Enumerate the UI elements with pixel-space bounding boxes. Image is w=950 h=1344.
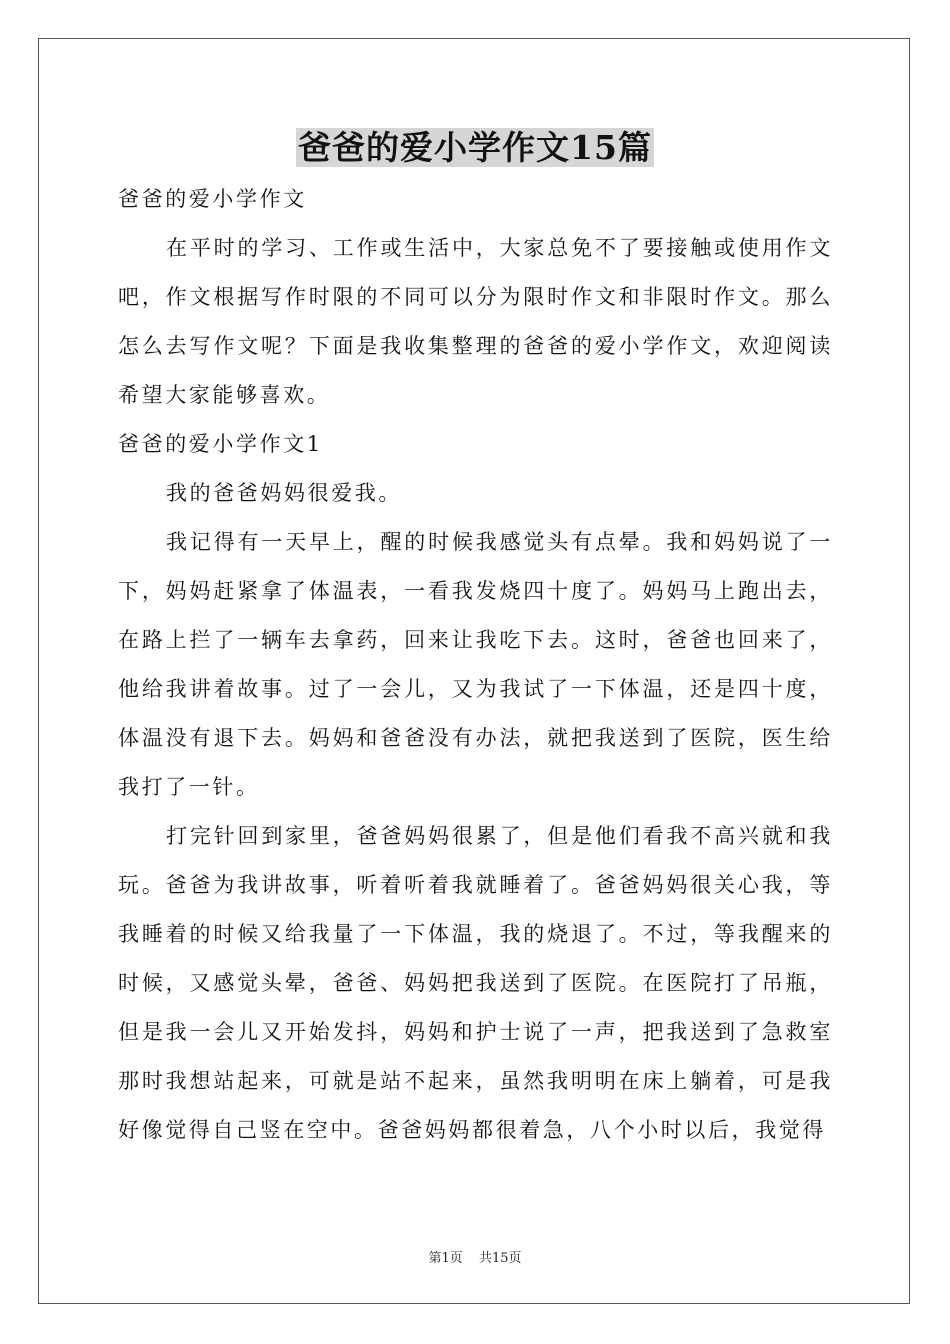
section-heading-intro: 爸爸的爱小学作文: [118, 187, 307, 211]
page-footer: [0, 1247, 950, 1266]
intro-paragraph: 在平时的学习、工作或生活中，大家总免不了要接触或使用作文吧，作文根据写作时限的不同可以分为限时作文和非限时作文。那么怎么去写作文呢？下面是我收集整理的爸爸的爱小学作文，欢迎阅读希望大家能够喜欢。: [118, 236, 833, 407]
page-number-total: 共15页: [478, 1251, 522, 1266]
document-title: 爸爸的爱小学作文15篇: [298, 128, 652, 167]
document-body: [118, 175, 833, 1155]
page-number-current: 第1页: [428, 1251, 463, 1266]
paragraph-3: 打完针回到家里，爸爸妈妈很累了，但是他们看我不高兴就和我玩。爸爸为我讲故事，听着听着我就睡着了。爸爸妈妈很关心我，等我睡着的时候又给我量了一下体温，我的烧退了。不过，等我醒来的时候，又感觉头晕，爸爸、妈妈把我送到了医院。在医院打了吊瓶，但是我一会儿又开始发抖，妈妈和护士说了一声，把我送到了急救室那时我想站起来，可就是站不起来，虽然我明明在床上躺着，可是我好像觉得自己竖在空中。爸爸妈妈都很着急，八个小时以后，我觉得: [118, 824, 833, 1142]
section-heading-1: 爸爸的爱小学作文1: [118, 432, 323, 456]
paragraph-2: 我记得有一天早上，醒的时候我感觉头有点晕。我和妈妈说了一下，妈妈赶紧拿了体温表，一看我发烧四十度了。妈妈马上跑出去，在路上拦了一辆车去拿药，回来让我吃下去。这时，爸爸也回来了，他给我讲着故事。过了一会儿，又为我试了一下体温，还是四十度，体温没有退下去。妈妈和爸爸没有办法，就把我送到了医院，医生给我打了一针。: [118, 530, 833, 799]
document-title-container: [0, 122, 950, 174]
paragraph-1: 我的爸爸妈妈很爱我。: [166, 481, 402, 505]
